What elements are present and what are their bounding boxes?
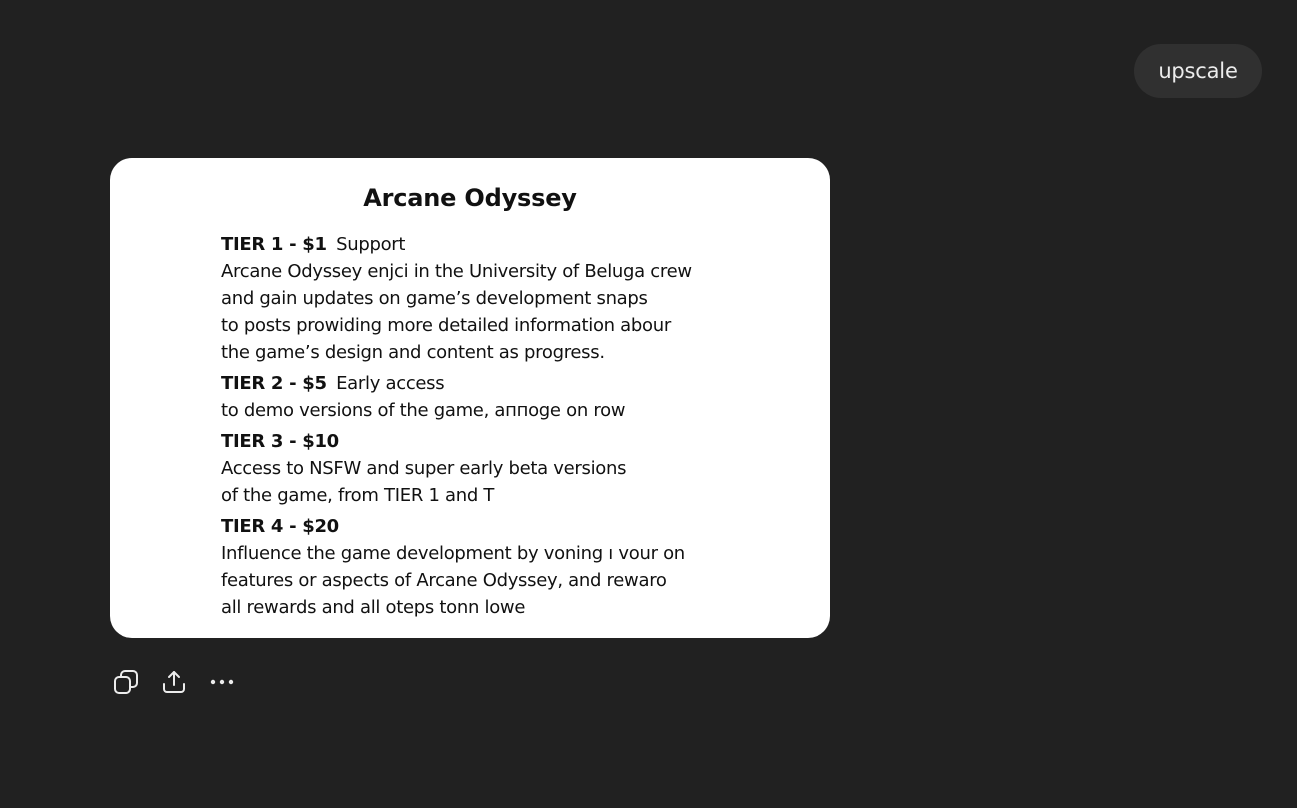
tier-name: TIER 3 - $10 <box>221 431 339 452</box>
tier-name: TIER 2 - $5 <box>221 373 327 394</box>
upscale-button[interactable] <box>1134 44 1262 98</box>
tier-description-line: features or aspects of Arcane Odyssey, and rewaro <box>221 570 667 591</box>
tier-name: TIER 1 - $1 <box>221 234 327 255</box>
tier-description-line: to demo versions of the game, аппоge on row <box>221 400 626 421</box>
share-button[interactable] <box>158 666 190 698</box>
copy-button[interactable] <box>110 666 142 698</box>
tier-description-line: Influence the game development by voning ı vour on <box>221 543 685 564</box>
upscale-label: upscale <box>1158 59 1238 83</box>
tier-description-line: the game’s design and content as progress. <box>221 342 605 363</box>
tier-subtitle: Early access <box>336 373 445 394</box>
tier-heading <box>221 513 781 540</box>
more-icon <box>209 669 235 695</box>
tier-block-3 <box>221 428 781 509</box>
tier-block-2 <box>221 370 781 424</box>
tier-block-1 <box>221 231 781 366</box>
image-title: Arcane Odyssey <box>363 184 577 212</box>
tier-heading <box>221 428 781 455</box>
tier-heading <box>221 370 781 397</box>
tier-subtitle: Support <box>336 234 406 255</box>
tier-description-line: Arcane Odyssey enjci in the University of Beluga crew <box>221 261 692 282</box>
tier-block-4 <box>221 513 781 621</box>
tier-description-line: of the game, from TIER 1 and T <box>221 485 495 506</box>
tier-heading <box>221 231 781 258</box>
generated-image[interactable] <box>110 158 830 638</box>
share-icon <box>161 669 187 695</box>
tier-description-line: and gain updates on game’s development snaps <box>221 288 648 309</box>
copy-icon <box>113 669 139 695</box>
message-actions <box>110 666 254 698</box>
tier-description-line: Access to NSFW and super early beta versions <box>221 458 627 479</box>
tier-name: TIER 4 - $20 <box>221 516 339 537</box>
tier-list <box>221 231 781 621</box>
more-button[interactable] <box>206 666 238 698</box>
tier-description-line: all rewards and all oteps tonn lowe <box>221 597 526 618</box>
tier-description-line: to posts prowiding more detailed information abour <box>221 315 671 336</box>
